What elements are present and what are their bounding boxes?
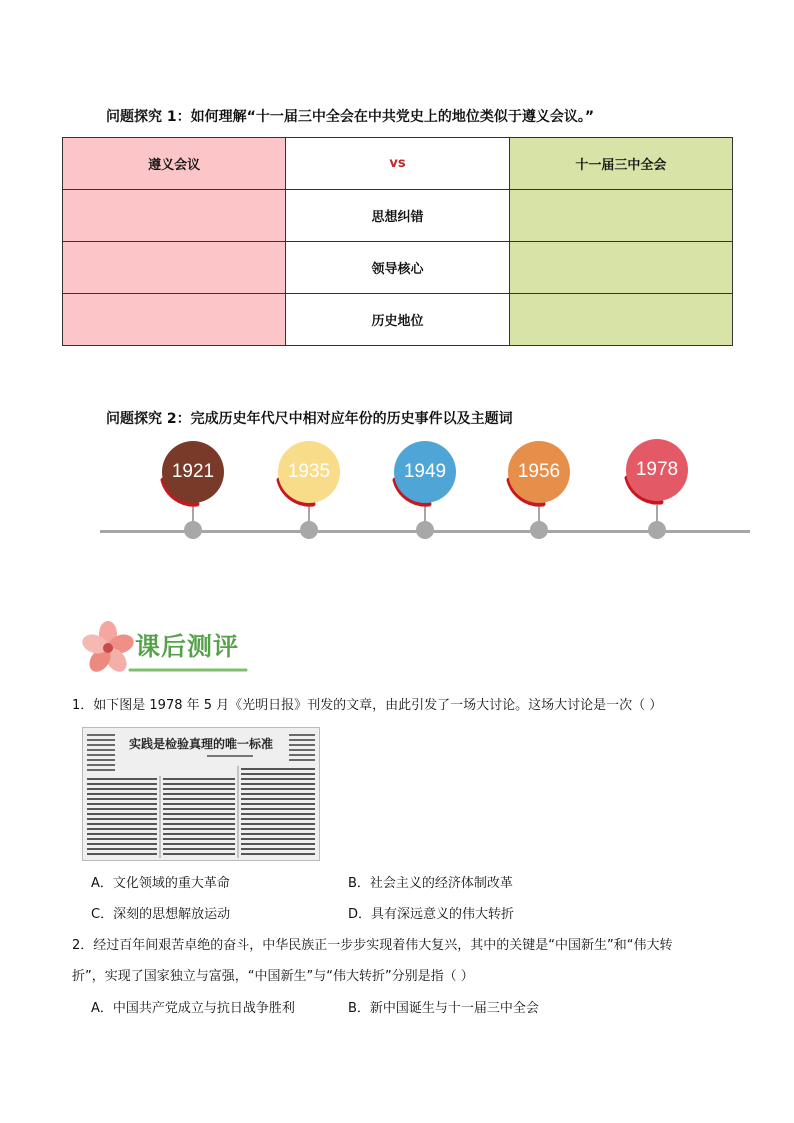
table-row [63, 242, 733, 294]
row-label: 思想纠错 [286, 190, 509, 242]
left-answer-cell[interactable] [63, 294, 286, 346]
year-circle: 1949 [394, 441, 456, 503]
newspaper-clipping [83, 728, 319, 860]
newspaper-image [82, 727, 320, 861]
table-header-row [63, 138, 733, 190]
question-2-stem-line-2: 折”，实现了国家独立与富强，“中国新生”与“伟大转折”分别是指（ ） [72, 969, 474, 984]
year-circle: 1935 [278, 441, 340, 503]
vs-header-cell: vs [286, 138, 509, 190]
question-1-stem: 1．如下图是 1978 年 5 月《光明日报》刊发的文章，由此引发了一场大讨论。这场大讨论是一次（ ） [72, 698, 663, 713]
right-answer-cell[interactable] [509, 190, 732, 242]
timeline-node[interactable] [300, 521, 318, 539]
year-circle: 1978 [626, 439, 688, 501]
option-b[interactable]: B．社会主义的经济体制改革 [348, 876, 513, 891]
option-c[interactable]: C．深刻的思想解放运动 [91, 907, 231, 922]
timeline-node[interactable] [416, 521, 434, 539]
row-label: 历史地位 [286, 294, 509, 346]
timeline-node[interactable] [184, 521, 202, 539]
timeline-node[interactable] [530, 521, 548, 539]
comparison-table [62, 137, 733, 346]
row-label: 领导核心 [286, 242, 509, 294]
year-circle: 1921 [162, 441, 224, 503]
table-row [63, 294, 733, 346]
right-answer-cell[interactable] [509, 242, 732, 294]
left-answer-cell[interactable] [63, 242, 286, 294]
option-d[interactable]: D．具有深远意义的伟大转折 [348, 907, 515, 922]
newspaper-headline: 实践是检验真理的唯一标准 [128, 737, 274, 751]
left-answer-cell[interactable] [63, 190, 286, 242]
timeline-node[interactable] [648, 521, 666, 539]
inquiry-2-heading: 问题探究 2：完成历史年代尺中相对应年份的历史事件以及主题词 [106, 411, 513, 427]
right-answer-cell[interactable] [509, 294, 732, 346]
section-title: 课后测评 [135, 632, 240, 661]
year-circle: 1956 [508, 441, 570, 503]
option-a[interactable]: A．文化领域的重大革命 [91, 876, 230, 891]
flower-icon [80, 621, 136, 676]
inquiry-1-heading: 问题探究 1：如何理解“十一届三中全会在中共党史上的地位类似于遵义会议。” [106, 109, 595, 125]
option-b[interactable]: B．新中国诞生与十一届三中全会 [348, 1001, 539, 1016]
option-a[interactable]: A．中国共产党成立与抗日战争胜利 [91, 1001, 295, 1016]
right-header-cell: 十一届三中全会 [509, 138, 732, 190]
question-2-stem-line-1: 2．经过百年间艰苦卓绝的奋斗，中华民族正一步步实现着伟大复兴，其中的关键是“中国新生”和“伟大转 [72, 938, 673, 953]
left-header-cell: 遵义会议 [63, 138, 286, 190]
table-row [63, 190, 733, 242]
